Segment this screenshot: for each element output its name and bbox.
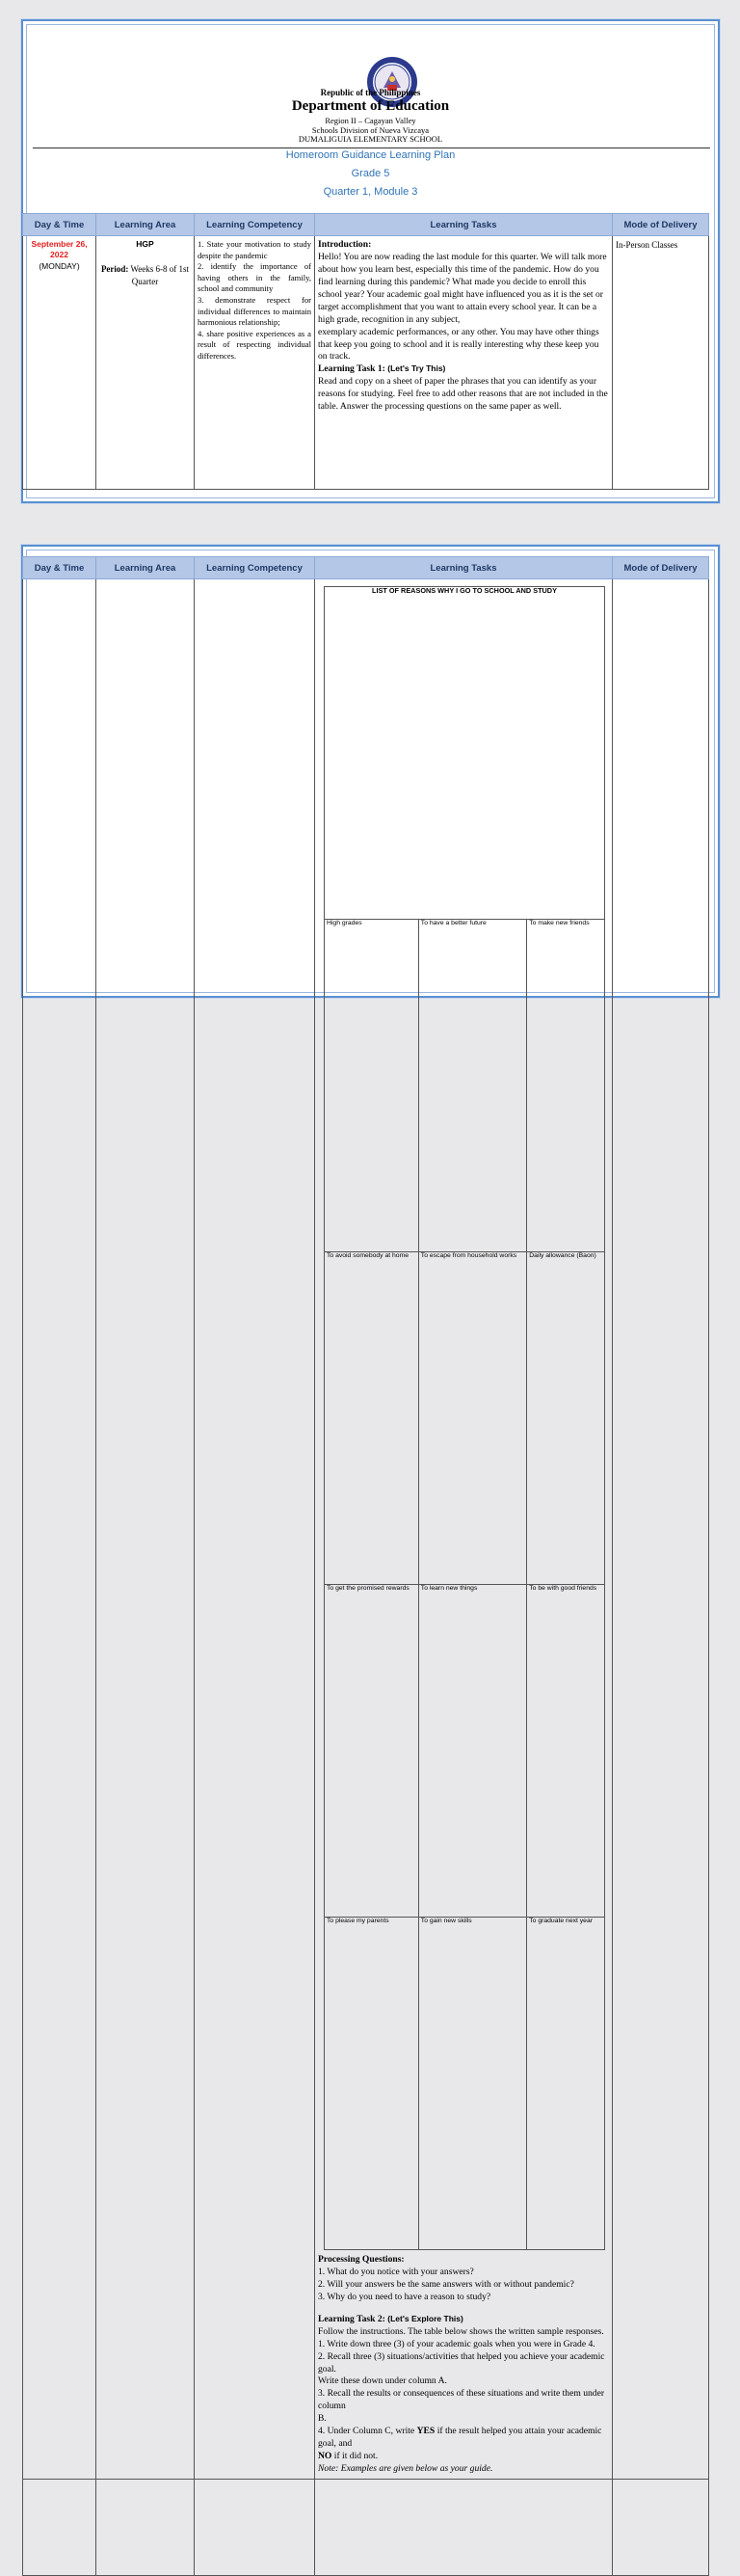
task1-label: Learning Task 1: [318,363,385,375]
page-2 [21,545,720,2474]
mode-text: In-Person Classes [616,240,678,250]
reason-cell: To avoid somebody at home [325,1252,419,1585]
learning-competency-cell [195,236,315,490]
table-row [23,236,709,490]
empty-cell [96,2479,195,2575]
reasons-row [325,1252,605,1585]
introduction-text: Hello! You are now reading the last module for this quarter. We will talk more about how you learn best, especially this time of the pandemic. How do you find learning during this pandemic? What made you decide to enroll this school year? Your academic goal might have influenced you as it is the set or target accomplishment that you want to attain every school year. It can be a high grade, recognition in any subject, [318,251,607,325]
date-text: September 26, 2022 [31,239,88,260]
processing-questions-label: Processing Questions: [318,2254,405,2265]
step4-start: 4. Under Column C, write [318,2426,415,2437]
table-row [23,579,709,2480]
reasons-table-title: LIST OF REASONS WHY I GO TO SCHOOL AND STUDY [325,587,605,920]
task2-heading [318,2314,609,2326]
learning-area-cell [96,579,195,2480]
processing-question: 1. What do you notice with your answers? [318,2266,474,2277]
day-time-cell [23,579,96,2480]
spacer [318,2304,609,2314]
mode-of-delivery-cell [613,236,709,490]
step4-end: if it did not. [333,2451,379,2462]
empty-cell [195,2479,315,2575]
note-text: Note: Examples are given below as your guide. [318,2463,493,2474]
reason-cell: To graduate next year [527,1918,605,2250]
task2-step: Write these down under column A. [318,2375,447,2387]
col-header-learning-competency: Learning Competency [195,557,315,579]
introduction-label: Introduction: [318,239,372,250]
table-header-row [23,557,709,579]
competency-item: 2. identify the importance of having others in the family, school and community [198,261,311,294]
grade-label: Grade 5 [351,168,390,179]
col-header-learning-area: Learning Area [96,557,195,579]
reason-cell: To escape from household works [418,1252,526,1585]
col-header-mode-of-delivery: Mode of Delivery [613,214,709,236]
learning-tasks-cell [315,579,613,2480]
learning-area-cell [96,236,195,490]
task2-intro: Follow the instructions. The table below shows the written sample responses. [318,2325,604,2337]
quarter-module-label: Quarter 1, Module 3 [323,186,418,198]
col-header-learning-tasks: Learning Tasks [315,557,613,579]
task2-step-4-end [318,2451,609,2463]
yes-word: YES [416,2426,436,2437]
learning-plan-table-continued [22,556,709,2576]
task1-text: Read and copy on a sheet of paper the phrases that you can identify as your reasons for studying. Feel free to add other reasons that are not included in the table. Answer the processing questions on the same paper as well. [318,376,608,413]
empty-cell [23,2479,96,2575]
col-header-learning-tasks: Learning Tasks [315,214,613,236]
col-header-learning-area: Learning Area [96,214,195,236]
task2-step-4 [318,2426,609,2451]
reason-cell: To get the promised rewards [325,1585,419,1918]
col-header-day-time: Day & Time [23,214,96,236]
task2-step: 1. Write down three (3) of your academic goals when you were in Grade 4. [318,2338,595,2349]
reason-cell: To learn new things [418,1585,526,1918]
department-title: Department of Education [291,98,450,114]
task2-subtitle: (Let's Explore This) [387,2313,463,2323]
learning-area-text: HGP [136,239,154,249]
task1-heading [318,363,609,376]
page-1 [21,19,720,503]
division-text: Schools Division of Nueva Vizcaya [311,125,430,135]
learning-plan-table [22,213,709,490]
task2-step: B. [318,2413,327,2425]
task1-subtitle: (Let's Try This) [387,363,446,374]
table-header-row [23,214,709,236]
introduction-text-2: exemplary academic performances, or any other. You may have other things that keep you going to school and it is really interesting why these keep you on track. [318,326,599,362]
reasons-table [324,586,605,2250]
empty-cell [613,2479,709,2575]
col-header-mode-of-delivery: Mode of Delivery [613,557,709,579]
reasons-row [325,1918,605,2250]
competency-item: 1. State your motivation to study despite the pandemic [198,239,311,260]
task2-label: Learning Task 2: [318,2313,385,2324]
learning-competency-cell [195,579,315,2480]
task2-note [318,2463,609,2476]
reason-cell: Daily allowance (Baon) [527,1252,605,1585]
no-word: NO [318,2451,332,2462]
task2-step: 2. Recall three (3) situations/activities that helped you achieve your academic goal. [318,2350,605,2375]
reason-cell: To have a better future [418,920,526,1252]
period-label: Period: [100,264,129,275]
reason-cell: To be with good friends [527,1585,605,1918]
processing-question: 3. Why do you need to have a reason to study? [318,2291,491,2302]
step4-rest: if the result helped you attain your academic goal, and [318,2426,602,2450]
period-text [99,263,191,286]
day-time-cell [23,236,96,490]
empty-cell [315,2479,613,2575]
col-header-day-time: Day & Time [23,557,96,579]
competency-item: 4. share positive experiences as a result of respecting individual differences. [198,328,311,361]
processing-question: 2. Will your answers be the same answers with or without pandemic? [318,2278,574,2290]
col-header-learning-competency: Learning Competency [195,214,315,236]
reason-cell: To gain new skills [418,1918,526,2250]
reasons-row [325,1585,605,1918]
mode-of-delivery-cell [613,579,709,2480]
republic-text: Republic of the Philippines [320,88,421,97]
reasons-row [325,920,605,1252]
region-text: Region II – Cagayan Valley [325,116,416,125]
reason-cell: High grades [325,920,419,1252]
task2-step: 3. Recall the results or consequences of these situations and write them under column [318,2388,605,2412]
reason-cell: To please my parents [325,1918,419,2250]
reason-cell: To make new friends [527,920,605,1252]
table-row [23,2479,709,2575]
school-name: DUMALIGUIA ELEMENTARY SCHOOL [298,134,443,144]
day-text: (MONDAY) [39,260,80,271]
competency-item: 3. demonstrate respect for individual differences to maintain harmonious relationship; [198,294,311,328]
period-value: Weeks 6-8 of 1st Quarter [130,264,190,286]
plan-title: Homeroom Guidance Learning Plan [285,149,456,161]
learning-tasks-cell [315,236,613,490]
